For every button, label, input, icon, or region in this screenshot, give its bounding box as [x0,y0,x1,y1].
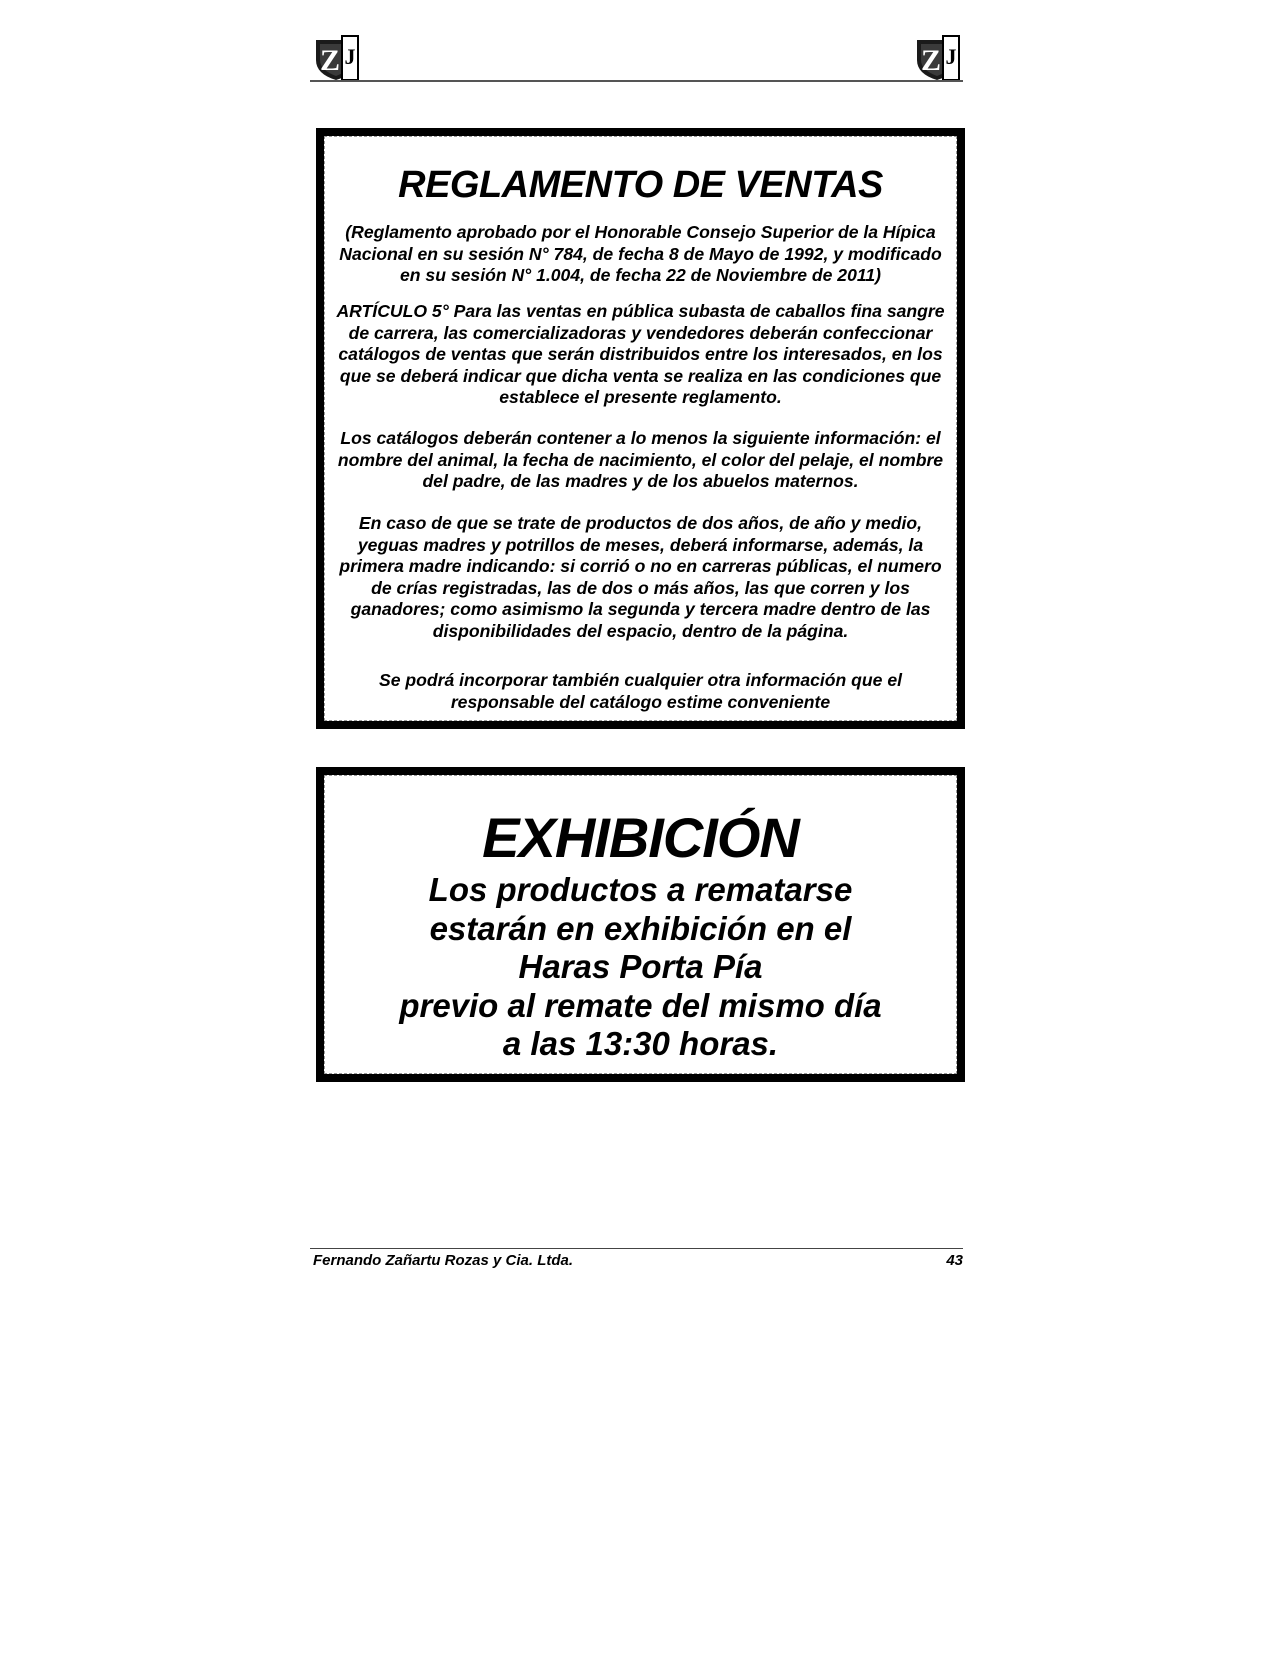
page-number: 43 [946,1252,963,1269]
footer-divider [310,1248,963,1249]
svg-text:J: J [945,44,957,69]
svg-text:J: J [344,44,356,69]
exhibicion-title: EXHIBICIÓN [482,806,799,869]
monogram-z-logo-icon [312,34,360,82]
svg-text:Z: Z [920,44,942,77]
reglamento-box [316,128,965,729]
exhibicion-line: Haras Porta Pía [518,948,763,985]
catalog-info-paragraph: Los catálogos deberán contener a lo menos la siguiente información: el nombre del animal, la fecha de nacimiento, el color del pelaje, el nombre del padre, de las madres y de los abuelos maternos. [337,428,944,491]
reglamento-subtitle: (Reglamento aprobado por el Honorable Consejo Superior de la Hípica Nacional en su sesión N° 784, de fecha 8 de Mayo de 1992, y modificado en su sesión N° 1.004, de fecha 22 de Noviembre de 2011) [339,222,942,285]
svg-text:Z: Z [319,44,341,77]
exhibicion-line: Los productos a rematarse [428,871,853,908]
exhibicion-box [316,767,965,1082]
products-info-paragraph: En caso de que se trate de productos de dos años, de año y medio, yeguas madres y potrillos de meses, deberá informarse, además, la primera madre indicando: si corrió o no en carreras públicas, el numero de crías registradas, las de dos o más años, las que corren y los ganadores; como asimismo la segunda y tercera madre dentro de las disponibilidades del espacio, dentro de la página. [339,513,942,641]
header-divider [310,80,963,82]
articulo-5-paragraph: ARTÍCULO 5° Para las ventas en pública subasta de caballos fina sangre de carrera, las comercializadoras y vendedores deberán confeccionar catálogos de ventas que serán distribuidos entre los interesados, en los que se deberá indicar que dicha venta se realiza en las condiciones que establece el presente reglamento. [336,301,945,407]
exhibicion-text [334,871,947,1064]
exhibicion-line: estarán en exhibición en el [429,909,852,947]
exhibicion-line: a las 13:30 horas. [502,1025,779,1062]
exhibicion-line: previo al remate del mismo día [399,986,882,1024]
additional-info-paragraph: Se podrá incorporar también cualquier otra información que el responsable del catálogo estime conveniente [378,670,903,712]
monogram-z-logo-icon [913,34,961,82]
footer-company: Fernando Zañartu Rozas y Cia. Ltda. [313,1252,574,1269]
reglamento-title: REGLAMENTO DE VENTAS [398,164,883,206]
